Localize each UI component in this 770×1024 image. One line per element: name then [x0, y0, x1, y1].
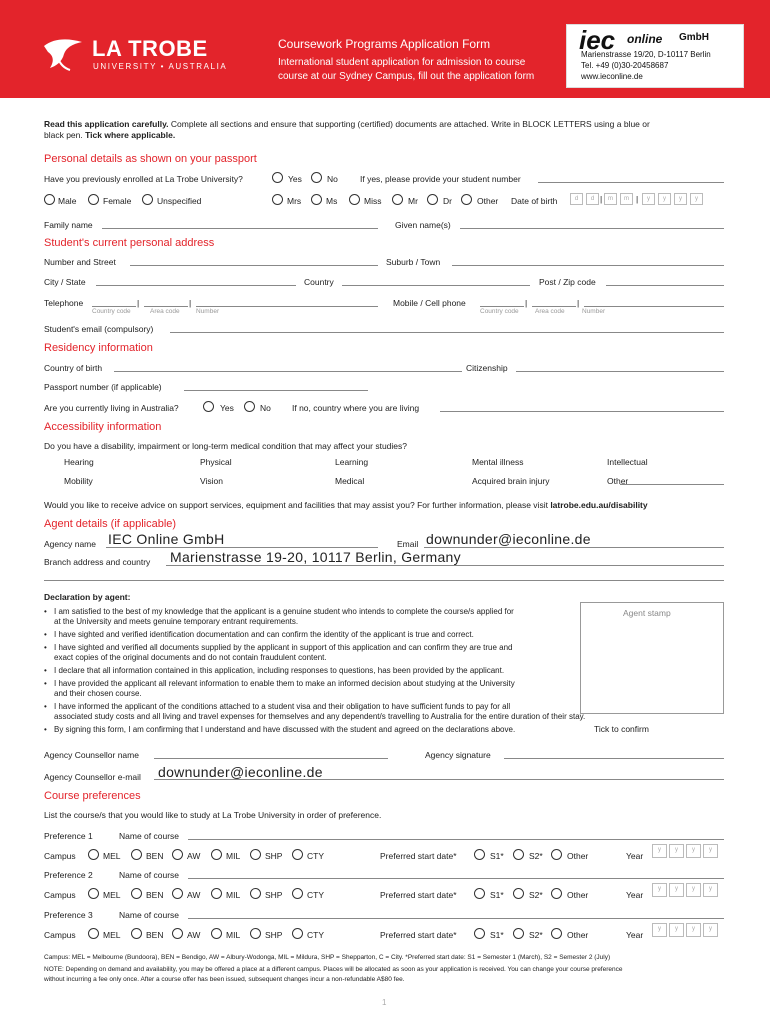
tick-confirm-label: Tick to confirm: [594, 724, 649, 734]
agent-email-field[interactable]: [424, 547, 724, 548]
course-heading: Course preferences: [44, 790, 141, 802]
agent-heading: Agent details (if applicable): [44, 518, 177, 530]
prev-enrolled-label: Have you previously enrolled at La Trobe University?: [44, 174, 243, 184]
bullet-line: I have sighted and verified identification documentation and can confirm the identity of the applicant is true and correct.: [54, 630, 474, 639]
dob-sep: |: [600, 194, 603, 204]
signature-label: Agency signature: [425, 750, 491, 760]
counsellor-email-label: Agency Counsellor e-mail: [44, 772, 141, 782]
access-option[interactable]: Vision: [200, 476, 223, 486]
campus-option-label: MEL: [103, 890, 121, 900]
s2-label: S2*: [529, 890, 543, 900]
campus-option-label: BEN: [146, 930, 164, 940]
s1-radio[interactable]: [474, 888, 485, 899]
campus-option-label: SHP: [265, 890, 283, 900]
dob-box[interactable]: m: [604, 193, 617, 205]
living-yes-radio[interactable]: [203, 401, 214, 412]
iec-stamp: [566, 24, 744, 88]
page-number: 1: [382, 998, 387, 1007]
disability-link[interactable]: latrobe.edu.au/disability: [550, 500, 648, 510]
bullet-line: By signing this form, I am confirming that I understand and have discussed with the student and agreed on the declarations above.: [54, 725, 516, 734]
agency-name-label: Agency name: [44, 539, 96, 549]
campus-option-label: CTY: [307, 851, 324, 861]
campus-radio[interactable]: [131, 849, 142, 860]
female-label: Female: [103, 196, 132, 206]
agency-name-value: IEC Online GmbH: [108, 531, 225, 547]
if-no-label: If no, country where you are living: [292, 403, 420, 413]
year-box[interactable]: y: [652, 923, 667, 937]
counsellor-name-label: Agency Counsellor name: [44, 750, 139, 760]
campus-option-label: AW: [187, 930, 201, 940]
bullet-dot: •: [44, 607, 47, 616]
title-mr-radio[interactable]: [392, 194, 403, 205]
dob-box[interactable]: y: [690, 193, 703, 205]
branch-label: Branch address and country: [44, 557, 151, 567]
street-field[interactable]: [130, 265, 378, 266]
s1-label: S1*: [490, 890, 504, 900]
bullet-dot: •: [44, 666, 47, 675]
course-name-label: Name of course: [119, 870, 179, 880]
prev-enrolled-yes-radio[interactable]: [272, 172, 283, 183]
mob-area-code-hint: Area code: [535, 308, 565, 315]
other-start-label: Other: [567, 930, 589, 940]
s1-radio[interactable]: [474, 849, 485, 860]
street-label: Number and Street: [44, 257, 116, 267]
bullet-dot: •: [44, 702, 47, 711]
sep-1: |: [137, 298, 140, 308]
campus-option-label: MIL: [226, 930, 241, 940]
agent-email-value: downunder@ieconline.de: [426, 531, 591, 547]
access-heading: Accessibility information: [44, 421, 162, 433]
iec-online: online: [627, 32, 663, 46]
latrobe-eagle-logo-icon: [42, 36, 86, 72]
citizenship-label: Citizenship: [466, 363, 508, 373]
access-option[interactable]: Other: [607, 476, 629, 486]
year-box[interactable]: y: [703, 883, 718, 897]
s1-label: S1*: [490, 930, 504, 940]
yes-label: Yes: [288, 174, 302, 184]
country-birth-field[interactable]: [114, 371, 462, 372]
dob-box[interactable]: y: [658, 193, 671, 205]
campus-option-label: BEN: [146, 890, 164, 900]
other-start-radio[interactable]: [551, 849, 562, 860]
s2-label: S2*: [529, 851, 543, 861]
male-label: Male: [58, 196, 77, 206]
year-box[interactable]: y: [669, 923, 684, 937]
mr-label: Mr: [408, 196, 418, 206]
country-field[interactable]: [342, 285, 530, 286]
note-line-2: without incurring a fee only once. After a course offer has been issued, subsequent changes incur a non-refundable A$80 fee.: [44, 976, 405, 983]
mob-country-code-hint: Country code: [480, 308, 519, 315]
living-label: Are you currently living in Australia?: [44, 403, 179, 413]
tel-country-code-hint: Country code: [92, 308, 131, 315]
start-date-label: Preferred start date*: [380, 851, 457, 861]
telephone-area-field[interactable]: [144, 306, 188, 307]
mobile-number-field[interactable]: [584, 306, 724, 307]
bullet-line: I have provided the applicant all relevant information to enable them to make an informed decision about studying at the University: [54, 679, 515, 688]
post-label: Post / Zip code: [539, 277, 596, 287]
given-names-field[interactable]: [460, 228, 724, 229]
campus-radio[interactable]: [131, 888, 142, 899]
year-box[interactable]: y: [669, 844, 684, 858]
year-box[interactable]: y: [669, 883, 684, 897]
dob-box[interactable]: d: [586, 193, 599, 205]
mobile-label: Mobile / Cell phone: [393, 298, 466, 308]
other-label: Other: [477, 196, 499, 206]
personal-heading: Personal details as shown on your passport: [44, 153, 257, 165]
dob-box[interactable]: y: [642, 193, 655, 205]
campus-option-label: BEN: [146, 851, 164, 861]
sep-4: |: [577, 298, 580, 308]
given-names-label: Given name(s): [395, 220, 451, 230]
unspecified-label: Unspecified: [157, 196, 202, 206]
miss-label: Miss: [364, 196, 382, 206]
bullet-dot: •: [44, 725, 47, 734]
mobile-country-field[interactable]: [480, 306, 524, 307]
sep-2: |: [189, 298, 192, 308]
access-option[interactable]: Mobility: [64, 476, 93, 486]
tel-number-hint: Number: [196, 308, 220, 315]
dob-box[interactable]: y: [674, 193, 687, 205]
preference-label: Preference 3: [44, 910, 93, 920]
campus-radio[interactable]: [292, 849, 303, 860]
declaration-title: Declaration by agent:: [44, 592, 131, 602]
suburb-field[interactable]: [452, 265, 724, 266]
title-miss-radio[interactable]: [349, 194, 360, 205]
course-name-field[interactable]: [188, 839, 724, 840]
living-yes-label: Yes: [220, 403, 234, 413]
campus-option-label: MIL: [226, 851, 241, 861]
course-intro: List the course/s that you would like to study at La Trobe University in order of preference.: [44, 810, 382, 820]
s1-radio[interactable]: [474, 928, 485, 939]
campus-option-label: MEL: [103, 851, 121, 861]
dob-label: Date of birth: [511, 196, 558, 206]
form-subtitle-2: course at our Sydney Campus, fill out the application form: [278, 71, 535, 82]
agent-stamp-box[interactable]: [580, 602, 724, 714]
counsellor-email-value: downunder@ieconline.de: [158, 764, 323, 780]
living-no-radio[interactable]: [244, 401, 255, 412]
year-box[interactable]: y: [686, 923, 701, 937]
country-label: Country: [304, 277, 334, 287]
bullet-line: I declare that all information contained in this application, including responses to questions, has been provided by the applicant.: [54, 666, 505, 675]
bullet-dot: •: [44, 630, 47, 639]
campus-radio[interactable]: [211, 888, 222, 899]
bullet-line: associated study costs and all living and travel expenses for themselves and any dependent/s travelling to Australia for the entire duration of their stay.: [54, 712, 586, 721]
mobile-area-field[interactable]: [532, 306, 576, 307]
access-option[interactable]: Learning: [335, 457, 369, 467]
dob-box[interactable]: d: [570, 193, 583, 205]
bullet-dot: •: [44, 679, 47, 688]
country-birth-label: Country of birth: [44, 363, 103, 373]
access-option[interactable]: Mental illness: [472, 457, 524, 467]
female-radio[interactable]: [88, 194, 99, 205]
iec-address: Marienstrasse 19/20, D-10117 Berlin: [581, 50, 711, 59]
title-dr-radio[interactable]: [427, 194, 438, 205]
campus-radio[interactable]: [250, 928, 261, 939]
campus-legend: Campus: MEL = Melbourne (Bundoora), BEN = Bendigo, AW = Albury-Wodonga, MIL = Mildura, SHP = Shepparton, C = City. *Preferred start date: S1 = Semester 1 (March), S2 = Semester 2 (July): [44, 954, 611, 961]
prev-enrolled-no-radio[interactable]: [311, 172, 322, 183]
campus-radio[interactable]: [292, 888, 303, 899]
campus-label: Campus: [44, 930, 76, 940]
year-box[interactable]: y: [686, 883, 701, 897]
preference-label: Preference 1: [44, 831, 93, 841]
iec-brand: iec: [579, 25, 616, 55]
citizenship-field[interactable]: [516, 371, 724, 372]
access-option[interactable]: Physical: [200, 457, 232, 467]
campus-radio[interactable]: [88, 849, 99, 860]
dob-boxes[interactable]: [570, 193, 724, 207]
campus-radio[interactable]: [131, 928, 142, 939]
bullet-line: I am satisfied to the best of my knowledge that the applicant is a genuine student who intends to complete the course/s applied for: [54, 607, 514, 616]
male-radio[interactable]: [44, 194, 55, 205]
campus-radio[interactable]: [250, 888, 261, 899]
unspecified-radio[interactable]: [142, 194, 153, 205]
course-name-label: Name of course: [119, 831, 179, 841]
address-heading: Student's current personal address: [44, 237, 215, 249]
suburb-label: Suburb / Town: [386, 257, 441, 267]
year-box[interactable]: y: [652, 883, 667, 897]
form-subtitle-1: International student application for admission to course: [278, 57, 526, 68]
campus-radio[interactable]: [172, 888, 183, 899]
year-box[interactable]: y: [686, 844, 701, 858]
bullet-line: and their chosen course.: [54, 689, 142, 698]
access-advice: Would you like to receive advice on support services, equipment and facilities that may assist you? For further information, please visit latrobe.edu.au/disability: [44, 500, 648, 510]
access-other-field[interactable]: [620, 484, 724, 485]
campus-option-label: MIL: [226, 890, 241, 900]
branch-field[interactable]: [166, 565, 724, 566]
other-start-label: Other: [567, 890, 589, 900]
campus-option-label: SHP: [265, 930, 283, 940]
campus-label: Campus: [44, 890, 76, 900]
iec-gmbh: GmbH: [679, 32, 709, 43]
if-no-country-field[interactable]: [440, 411, 724, 412]
year-label: Year: [626, 851, 644, 861]
year-box[interactable]: y: [652, 844, 667, 858]
preference-label: Preference 2: [44, 870, 93, 880]
mrs-label: Mrs: [287, 196, 302, 206]
campus-radio[interactable]: [172, 849, 183, 860]
campus-radio[interactable]: [88, 888, 99, 899]
logo-title: LA TROBE: [92, 36, 208, 61]
mob-number-hint: Number: [582, 308, 606, 315]
start-date-label: Preferred start date*: [380, 930, 457, 940]
s1-label: S1*: [490, 851, 504, 861]
tel-area-code-hint: Area code: [150, 308, 180, 315]
access-question: Do you have a disability, impairment or long-term medical condition that may affect your studies?: [44, 441, 407, 451]
agent-stamp-label: Agent stamp: [623, 608, 671, 618]
bullet-line: I have informed the applicant of the conditions attached to a student visa and their obligation to have sufficient funds to pay for all: [54, 702, 511, 711]
student-number-field[interactable]: [538, 182, 724, 183]
living-no-label: No: [260, 403, 271, 413]
campus-radio[interactable]: [292, 928, 303, 939]
sep-3: |: [525, 298, 528, 308]
year-label: Year: [626, 930, 644, 940]
campus-option-label: AW: [187, 851, 201, 861]
s2-radio[interactable]: [513, 928, 524, 939]
course-name-field[interactable]: [188, 918, 724, 919]
signature-field[interactable]: [504, 758, 724, 759]
title-other-radio[interactable]: [461, 194, 472, 205]
bullet-line: at the University and meets genuine temporary entrant requirements.: [54, 617, 299, 626]
intro-line-2: black pen. Tick where applicable.: [44, 130, 176, 140]
city-label: City / State: [44, 277, 86, 287]
year-label: Year: [626, 890, 644, 900]
campus-radio[interactable]: [250, 849, 261, 860]
bullet-line: I have sighted and verified all documents supplied by the applicant in support of this application and can confirm they are true and: [54, 643, 513, 652]
family-name-field[interactable]: [102, 228, 378, 229]
family-name-label: Family name: [44, 220, 93, 230]
iec-website: www.ieconline.de: [581, 72, 643, 81]
campus-label: Campus: [44, 851, 76, 861]
dr-label: Dr: [443, 196, 452, 206]
post-field[interactable]: [606, 285, 724, 286]
form-title: Coursework Programs Application Form: [278, 37, 491, 51]
other-start-label: Other: [567, 851, 589, 861]
dob-box[interactable]: m: [620, 193, 633, 205]
s2-radio[interactable]: [513, 888, 524, 899]
telephone-country-field[interactable]: [92, 306, 136, 307]
campus-option-label: MEL: [103, 930, 121, 940]
branch-value: Marienstrasse 19-20, 10117 Berlin, Germany: [170, 549, 461, 565]
campus-option-label: CTY: [307, 890, 324, 900]
start-date-label: Preferred start date*: [380, 890, 457, 900]
telephone-label: Telephone: [44, 298, 84, 308]
iec-phone: Tel. +49 (0)30-20458687: [581, 61, 669, 70]
agency-name-field[interactable]: [106, 547, 378, 548]
campus-radio[interactable]: [211, 928, 222, 939]
access-option[interactable]: Intellectual: [607, 457, 648, 467]
city-field[interactable]: [96, 285, 296, 286]
no-label: No: [327, 174, 338, 184]
student-email-label: Student's email (compulsory): [44, 324, 154, 334]
ms-label: Ms: [326, 196, 338, 206]
campus-radio[interactable]: [88, 928, 99, 939]
bullet-line: exact copies of the original documents and do not contain fraudulent content.: [54, 653, 327, 662]
year-box[interactable]: y: [703, 844, 718, 858]
year-box[interactable]: y: [703, 923, 718, 937]
bullet-dot: •: [44, 643, 47, 652]
note-line-1: NOTE: Depending on demand and availability, you may be offered a place at a different campus. Places will be allocated as soon as your application is received. You can change your course preference: [44, 966, 623, 973]
access-option[interactable]: Hearing: [64, 457, 94, 467]
course-name-label: Name of course: [119, 910, 179, 920]
campus-option-label: AW: [187, 890, 201, 900]
passport-field[interactable]: [184, 390, 368, 391]
passport-label: Passport number (if applicable): [44, 382, 162, 392]
agent-email-label: Email: [397, 539, 419, 549]
access-option[interactable]: Acquired brain injury: [472, 476, 550, 486]
campus-radio[interactable]: [211, 849, 222, 860]
campus-radio[interactable]: [172, 928, 183, 939]
campus-option-label: SHP: [265, 851, 283, 861]
title-ms-radio[interactable]: [311, 194, 322, 205]
campus-option-label: CTY: [307, 930, 324, 940]
counsellor-name-field[interactable]: [154, 758, 388, 759]
student-email-field[interactable]: [170, 332, 724, 333]
course-name-field[interactable]: [188, 878, 724, 879]
other-start-radio[interactable]: [551, 928, 562, 939]
access-option[interactable]: Medical: [335, 476, 365, 486]
s2-radio[interactable]: [513, 849, 524, 860]
student-number-label: If yes, please provide your student number: [360, 174, 521, 184]
logo-subtitle: UNIVERSITY • AUSTRALIA: [93, 62, 228, 71]
s2-label: S2*: [529, 930, 543, 940]
title-mrs-radio[interactable]: [272, 194, 283, 205]
other-start-radio[interactable]: [551, 888, 562, 899]
telephone-number-field[interactable]: [196, 306, 378, 307]
branch-field-2[interactable]: [44, 580, 724, 581]
intro-line-1: Read this application carefully. Complete all sections and ensure that supporting (certified) documents are attached. Write in BLOCK LETTERS using a blue or: [44, 119, 650, 129]
residency-heading: Residency information: [44, 342, 153, 354]
dob-sep: |: [636, 194, 639, 204]
